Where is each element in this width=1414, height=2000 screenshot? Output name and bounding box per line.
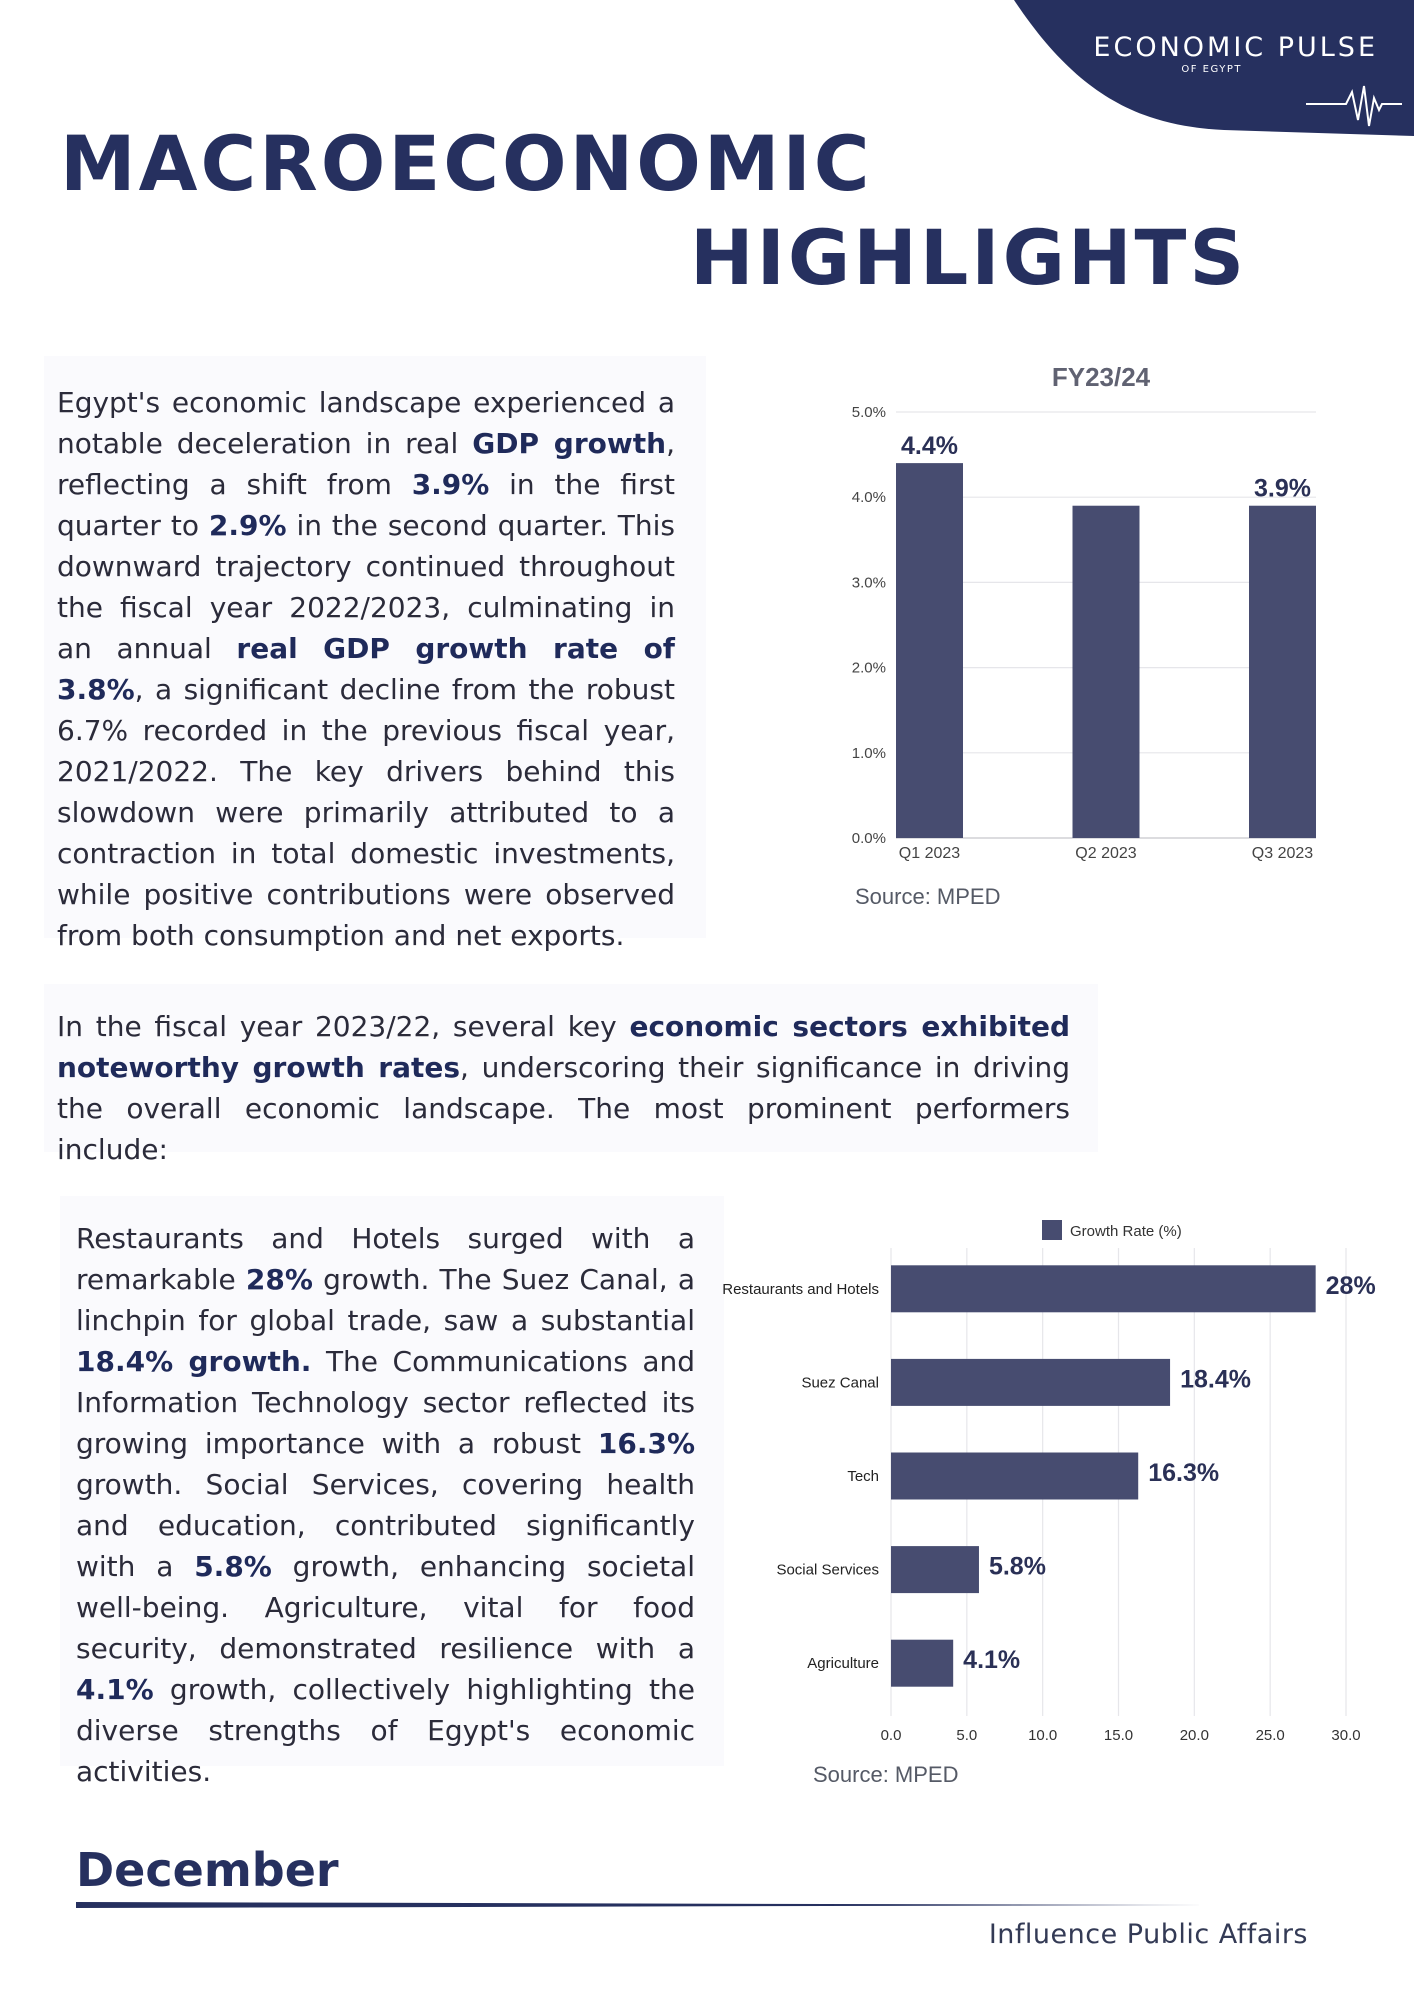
sectors-intro-paragraph <box>57 1006 1070 1170</box>
gdp-chart-source: Source: MPED <box>855 884 1001 909</box>
highlight-text: economic sectors exhibited noteworthy growth rates <box>57 1010 1071 1084</box>
footer-organization: Influence Public Affairs <box>988 1919 1308 1950</box>
y-tick-label: 1.0% <box>851 744 886 762</box>
highlight-text: 5.8% <box>194 1550 272 1583</box>
bar <box>896 463 963 838</box>
chart-title: FY23/24 <box>1051 362 1151 392</box>
bar <box>891 1640 953 1687</box>
gdp-growth-chart <box>820 350 1340 870</box>
body-text: Restaurants and Hotels surged with a remarkable <box>76 1222 695 1296</box>
y-tick-label: Suez Canal <box>801 1374 879 1392</box>
data-label: 4.4% <box>901 432 958 461</box>
highlight-text: GDP growth <box>472 427 667 460</box>
highlight-text: 2.9% <box>208 509 287 542</box>
body-text: , underscoring their significance in driving the overall economic landscape. The most prominent performers include: <box>57 1051 1070 1166</box>
x-tick-label: 15.0 <box>1103 1727 1134 1740</box>
body-text: growth. Social Services, covering health and education, contributed significantly with a <box>76 1468 695 1583</box>
page-title-line1: MACROECONOMIC <box>60 119 873 208</box>
y-tick-label: 4.0% <box>851 489 886 507</box>
x-tick-label: Q3 2023 <box>1251 845 1314 862</box>
data-label: 28% <box>1325 1271 1376 1300</box>
sector-chart-source: Source: MPED <box>813 1762 959 1787</box>
y-tick-label: 2.0% <box>851 659 886 677</box>
x-tick-label: Q2 2023 <box>1075 845 1137 862</box>
heartbeat-icon <box>1306 82 1402 132</box>
highlight-text: real GDP growth rate of 3.8% <box>57 632 675 706</box>
y-tick-label: 3.0% <box>851 574 886 592</box>
highlight-text: 18.4% growth. <box>76 1345 312 1378</box>
legend-swatch <box>1042 1220 1062 1240</box>
x-tick-label: 20.0 <box>1179 1727 1209 1740</box>
y-tick-label: Agriculture <box>807 1655 879 1673</box>
y-tick-label: Social Services <box>776 1561 879 1579</box>
bar <box>891 1546 979 1593</box>
x-tick-label: 25.0 <box>1255 1727 1285 1740</box>
body-text: in the second quarter. This downward trajectory continued throughout the fiscal year 2022/2023, culminating in an annual <box>57 509 675 665</box>
sectors-paragraph <box>76 1218 695 1792</box>
brand-subtitle: OF EGYPT <box>1181 64 1242 75</box>
x-tick-label: 5.0 <box>956 1727 978 1740</box>
y-tick-label: Tech <box>847 1468 879 1485</box>
body-text: growth, collectively highlighting the diverse strengths of Egypt's economic activities. <box>76 1673 695 1788</box>
y-tick-label: 0.0% <box>851 830 886 847</box>
body-text: , reflecting a shift from <box>57 427 675 501</box>
highlight-text: 16.3% <box>597 1427 695 1460</box>
bar <box>891 1453 1138 1500</box>
footer-divider <box>76 1902 1206 1908</box>
body-text: growth, enhancing societal well-being. Agriculture, vital for food security, demonstrated resilience with a <box>76 1550 695 1665</box>
gdp-paragraph <box>57 382 675 956</box>
x-tick-label: 0.0 <box>880 1727 902 1740</box>
y-tick-label: 5.0% <box>851 404 886 421</box>
bar <box>1249 506 1316 838</box>
x-tick-label: 30.0 <box>1331 1727 1361 1740</box>
page-title-line2: HIGHLIGHTS <box>690 213 1248 302</box>
data-label: 4.1% <box>963 1646 1021 1675</box>
bar <box>1073 506 1140 838</box>
body-text: In the fiscal year 2023/22, several key <box>57 1010 630 1043</box>
data-label: 5.8% <box>988 1552 1046 1581</box>
highlight-text: 4.1% <box>76 1673 154 1706</box>
body-text: , a significant decline from the robust 6.7% recorded in the previous fiscal year, 2021/2022. The key drivers behind this slowdown were primarily attributed to a contraction in total domestic investments, while positive contributions were observed from both consumption and net exports. <box>57 673 675 952</box>
bar <box>891 1265 1316 1312</box>
data-label: 3.9% <box>1254 474 1311 503</box>
body-text: growth. The Suez Canal, a linchpin for global trade, saw a substantial <box>76 1263 695 1337</box>
bar <box>891 1359 1170 1406</box>
sector-growth-chart <box>700 1200 1414 1740</box>
brand-name: ECONOMIC PULSE <box>1093 32 1378 63</box>
x-tick-label: 10.0 <box>1028 1727 1058 1740</box>
body-text: Egypt's economic landscape experienced a notable deceleration in real <box>57 386 675 460</box>
highlight-text: 3.9% <box>411 468 490 501</box>
body-text: in the first quarter to <box>57 468 675 542</box>
data-label: 16.3% <box>1148 1459 1220 1487</box>
highlight-text: 28% <box>245 1263 313 1296</box>
x-tick-label: Q1 2023 <box>898 845 961 862</box>
y-tick-label: Restaurants and Hotels <box>722 1280 879 1298</box>
data-label: 18.4% <box>1180 1365 1251 1394</box>
body-text: The Communications and Information Technology sector reflected its growing importance with a robust <box>76 1345 696 1460</box>
legend-label: Growth Rate (%) <box>1070 1223 1182 1240</box>
footer-month: December <box>76 1843 339 1897</box>
